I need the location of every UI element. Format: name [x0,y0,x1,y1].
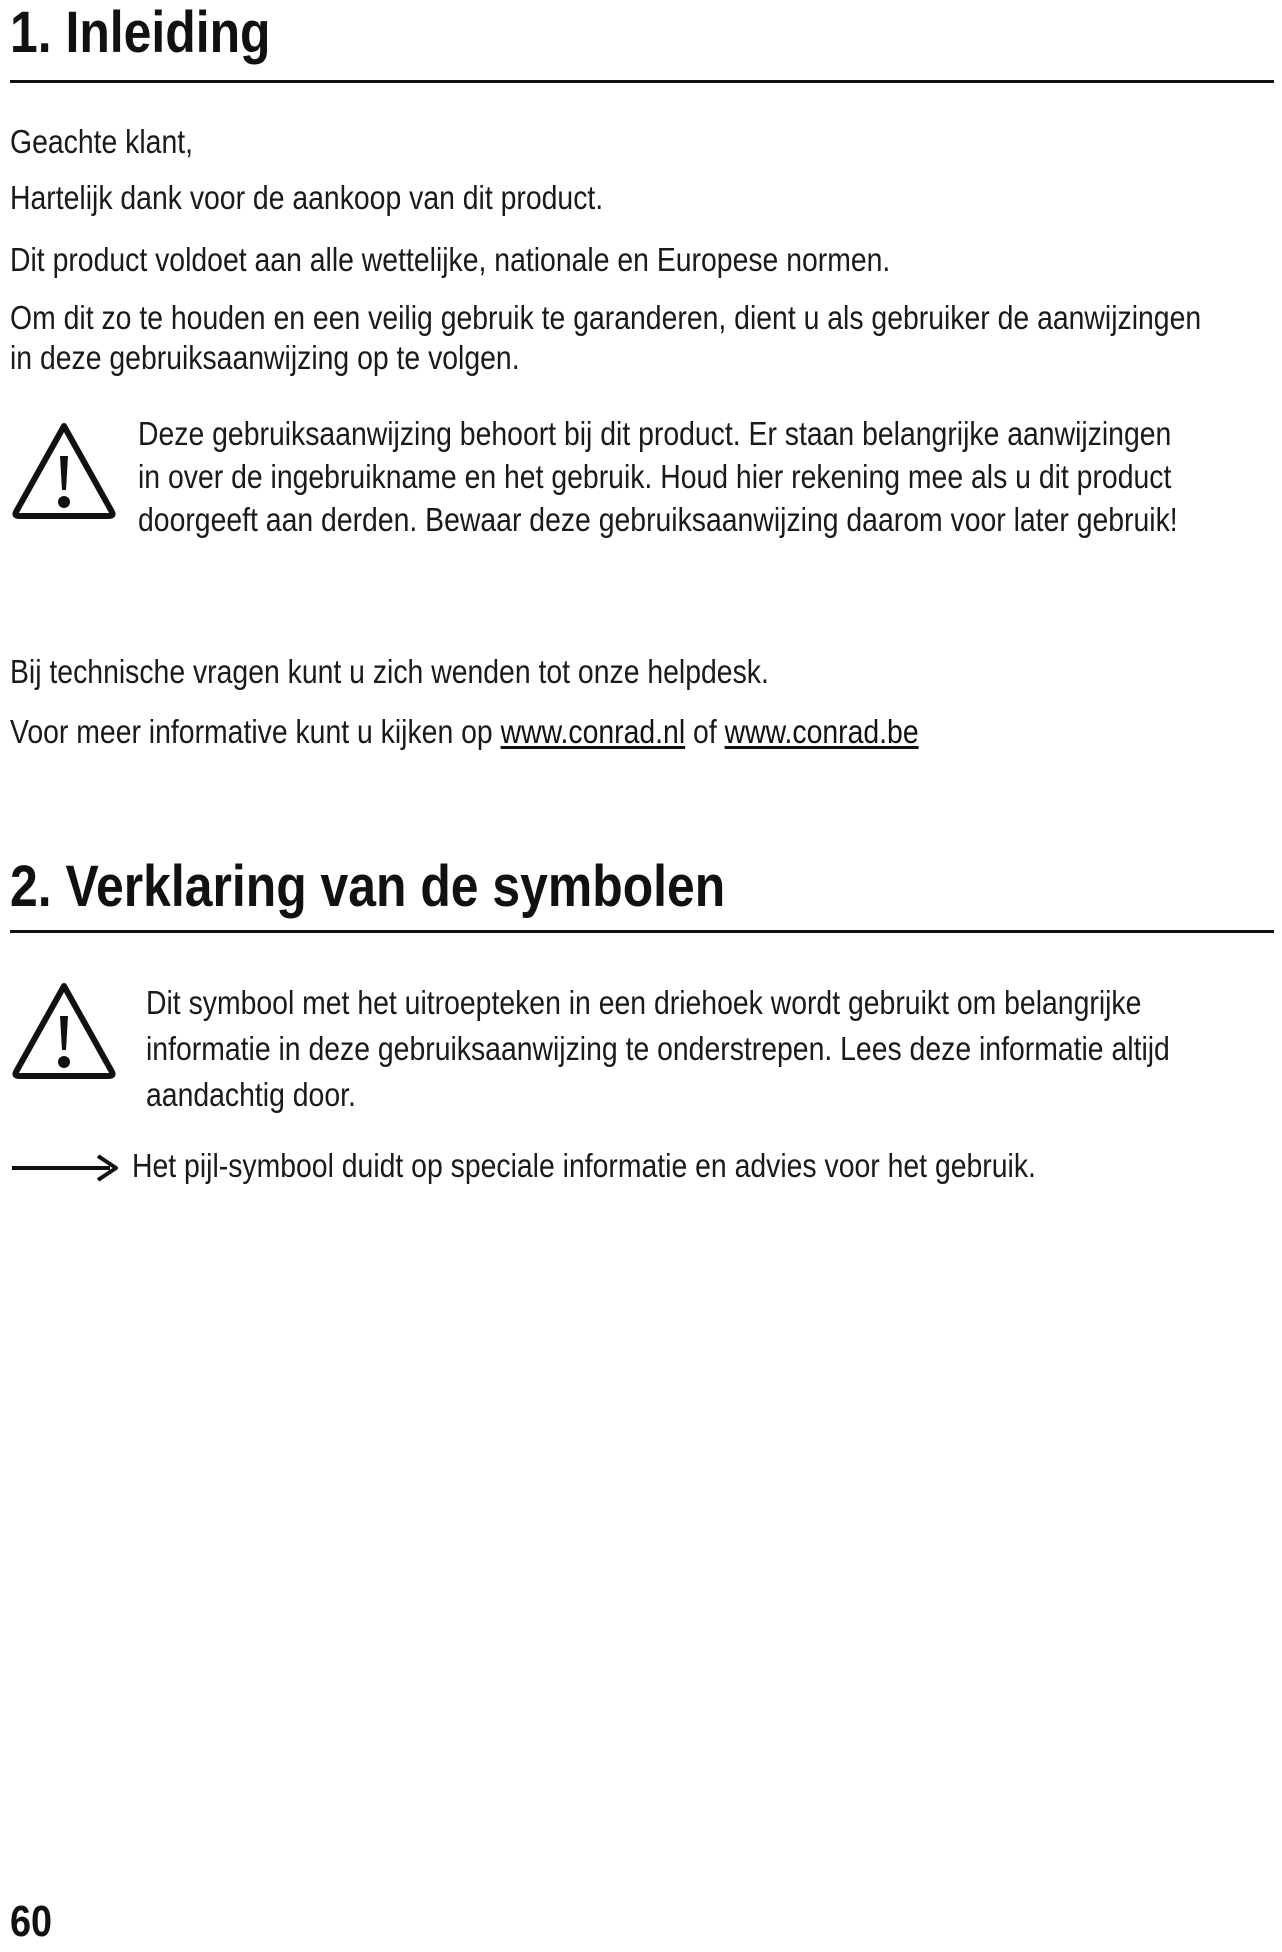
link-conrad-be[interactable]: www.conrad.be [724,713,919,750]
warning-triangle-icon [10,420,118,520]
warning-notice-text: Deze gebruiksaanwijzing behoort bij dit product. Er staan belangrijke aanwijzingen in over de ingebruikname en het gebruik. Houd hier rekening mee als u dit product doorgeeft aan derden. Bewaar deze gebruiksaanwijzing daarom voor later gebruik! [138,415,1178,538]
thanks-text: Hartelijk dank voor de aankoop van dit product. [10,179,604,216]
warning-triangle-icon [10,980,118,1080]
section-2-rule [10,930,1274,933]
link-conrad-nl[interactable]: www.conrad.nl [500,713,686,750]
arrow-symbol-text: Het pijl-symbool duidt op speciale informatie en advies voor het gebruik. [132,1147,1036,1184]
arrow-right-icon [10,1150,120,1186]
more-info-text: Voor meer informative kunt u kijken op www.conrad.nl of www.conrad.be [10,713,919,750]
page-number: 60 [10,1897,53,1946]
helpdesk-text: Bij technische vragen kunt u zich wenden tot onze helpdesk. [10,653,769,690]
section-1-rule [10,80,1274,83]
section-2-heading: 2. Verklaring van de symbolen [10,854,726,919]
compliance-text: Dit product voldoet aan alle wettelijke, nationale en Europese normen. [10,241,891,278]
symbol-explanation-text: Dit symbool met het uitroepteken in een driehoek wordt gebruikt om belangrijke informatie in deze gebruiksaanwijzing te onderstrepen. Lees deze informatie altijd aandachtig door. [146,984,1170,1113]
greeting: Geachte klant, [10,123,194,160]
instructions-text: Om dit zo te houden en een veilig gebruik te garanderen, dient u als gebruiker de aanwijzingen in deze gebruiksaanwijzing op te volgen. [10,299,1202,376]
section-1-heading: 1. Inleiding [10,0,271,65]
